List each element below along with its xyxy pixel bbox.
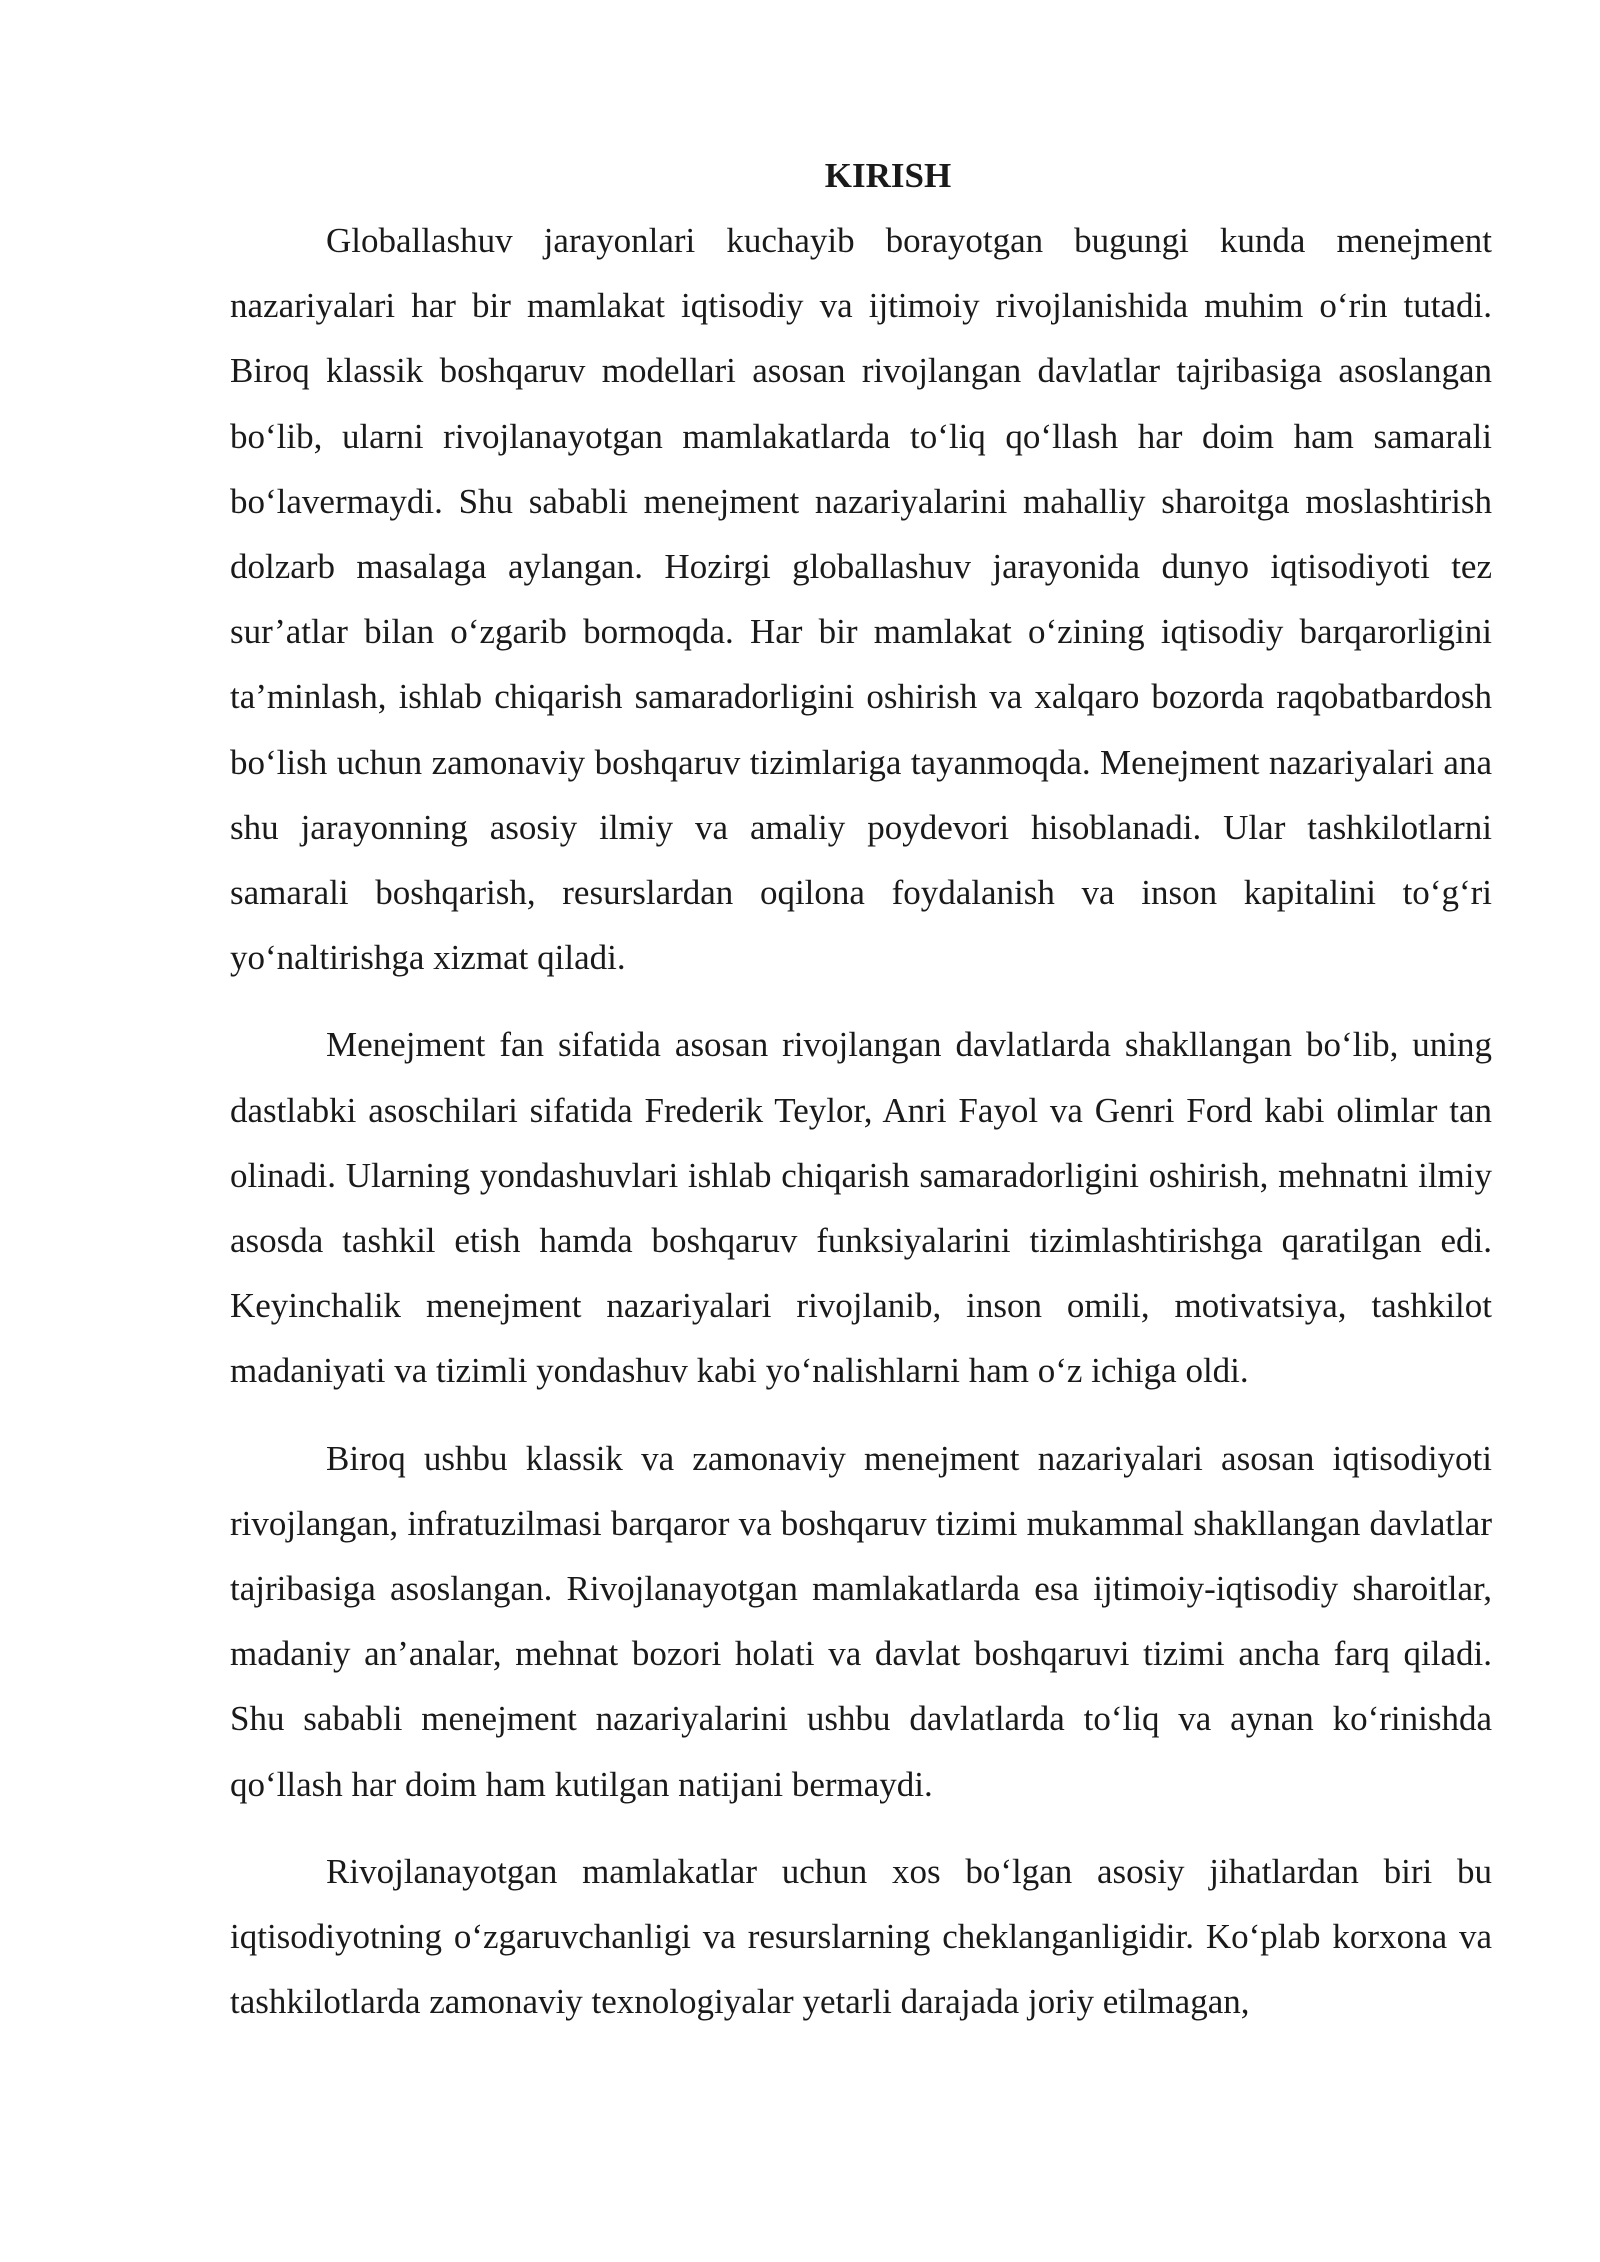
paragraph-3: Biroq ushbu klassik va zamonaviy menejment nazariyalari asosan iqtisodiyoti rivojlangan, infratuzilmasi barqaror va boshqaruv tizimi mukammal shakllangan davlatlar tajribasiga asoslangan. Rivojlanayotgan mamlakatlarda esa ijtimoiy-iqtisodiy sharoitlar, madaniy an’analar, mehnat bozori holati va davlat boshqaruvi tizimi ancha farq qiladi. Shu sababli menejment nazariyalarini ushbu davlatlarda to‘liq va aynan ko‘rinishda qo‘llash har doim ham kutilgan natijani bermaydi. (230, 1438, 1492, 1804)
paragraph-4: Rivojlanayotgan mamlakatlar uchun xos bo‘lgan asosiy jihatlardan biri bu iqtisodiyotning o‘zgaruvchanligi va resurslarning cheklanganligidir. Ko‘plab korxona va tashkilotlarda zamonaviy texnologiyalar yetarli darajada joriy etilmagan, (230, 1851, 1492, 2022)
paragraph-1: Globallashuv jarayonlari kuchayib borayotgan bugungi kunda menejment nazariyalari har bir mamlakat iqtisodiy va ijtimoiy rivojlanishida muhim o‘rin tutadi. Biroq klassik boshqaruv modellari asosan rivojlangan davlatlar tajribasiga asoslangan bo‘lib, ularni rivojlanayotgan mamlakatlarda to‘liq qo‘llash har doim ham samarali bo‘lavermaydi. Shu sababli menejment nazariyalarini mahalliy sharoitga moslashtirish dolzarb masalaga aylangan. Hozirgi globallashuv jarayonida dunyo iqtisodiyoti tez sur’atlar bilan o‘zgarib bormoqda. Har bir mamlakat o‘zining iqtisodiy barqarorligini ta’minlash, ishlab chiqarish samaradorligini oshirish va xalqaro bozorda raqobatbardosh bo‘lish uchun zamonaviy boshqaruv tizimlariga tayanmoqda. Menejment nazariyalari ana shu jarayonning asosiy ilmiy va amaliy poydevori hisoblanadi. Ular tashkilotlarni samarali boshqarish, resurslardan oqilona foydalanish va inson kapitalini to‘g‘ri yo‘naltirishga xizmat qiladi. (230, 221, 1492, 978)
section-title: KIRISH (824, 156, 952, 195)
document-body (230, 150, 1492, 2034)
paragraph-2: Menejment fan sifatida asosan rivojlangan davlatlarda shakllangan bo‘lib, uning dastlabki asoschilari sifatida Frederik Teylor, Anri Fayol va Genri Ford kabi olimlar tan olinadi. Ularning yondashuvlari ishlab chiqarish samaradorligini oshirish, mehnatni ilmiy asosda tashkil etish hamda boshqaruv funksiyalarini tizimlashtirishga qaratilgan edi. Keyinchalik menejment nazariyalari rivojlanib, inson omili, motivatsiya, tashkilot madaniyati va tizimli yondashuv kabi yo‘nalishlarni ham o‘z ichiga oldi. (230, 1025, 1492, 1391)
